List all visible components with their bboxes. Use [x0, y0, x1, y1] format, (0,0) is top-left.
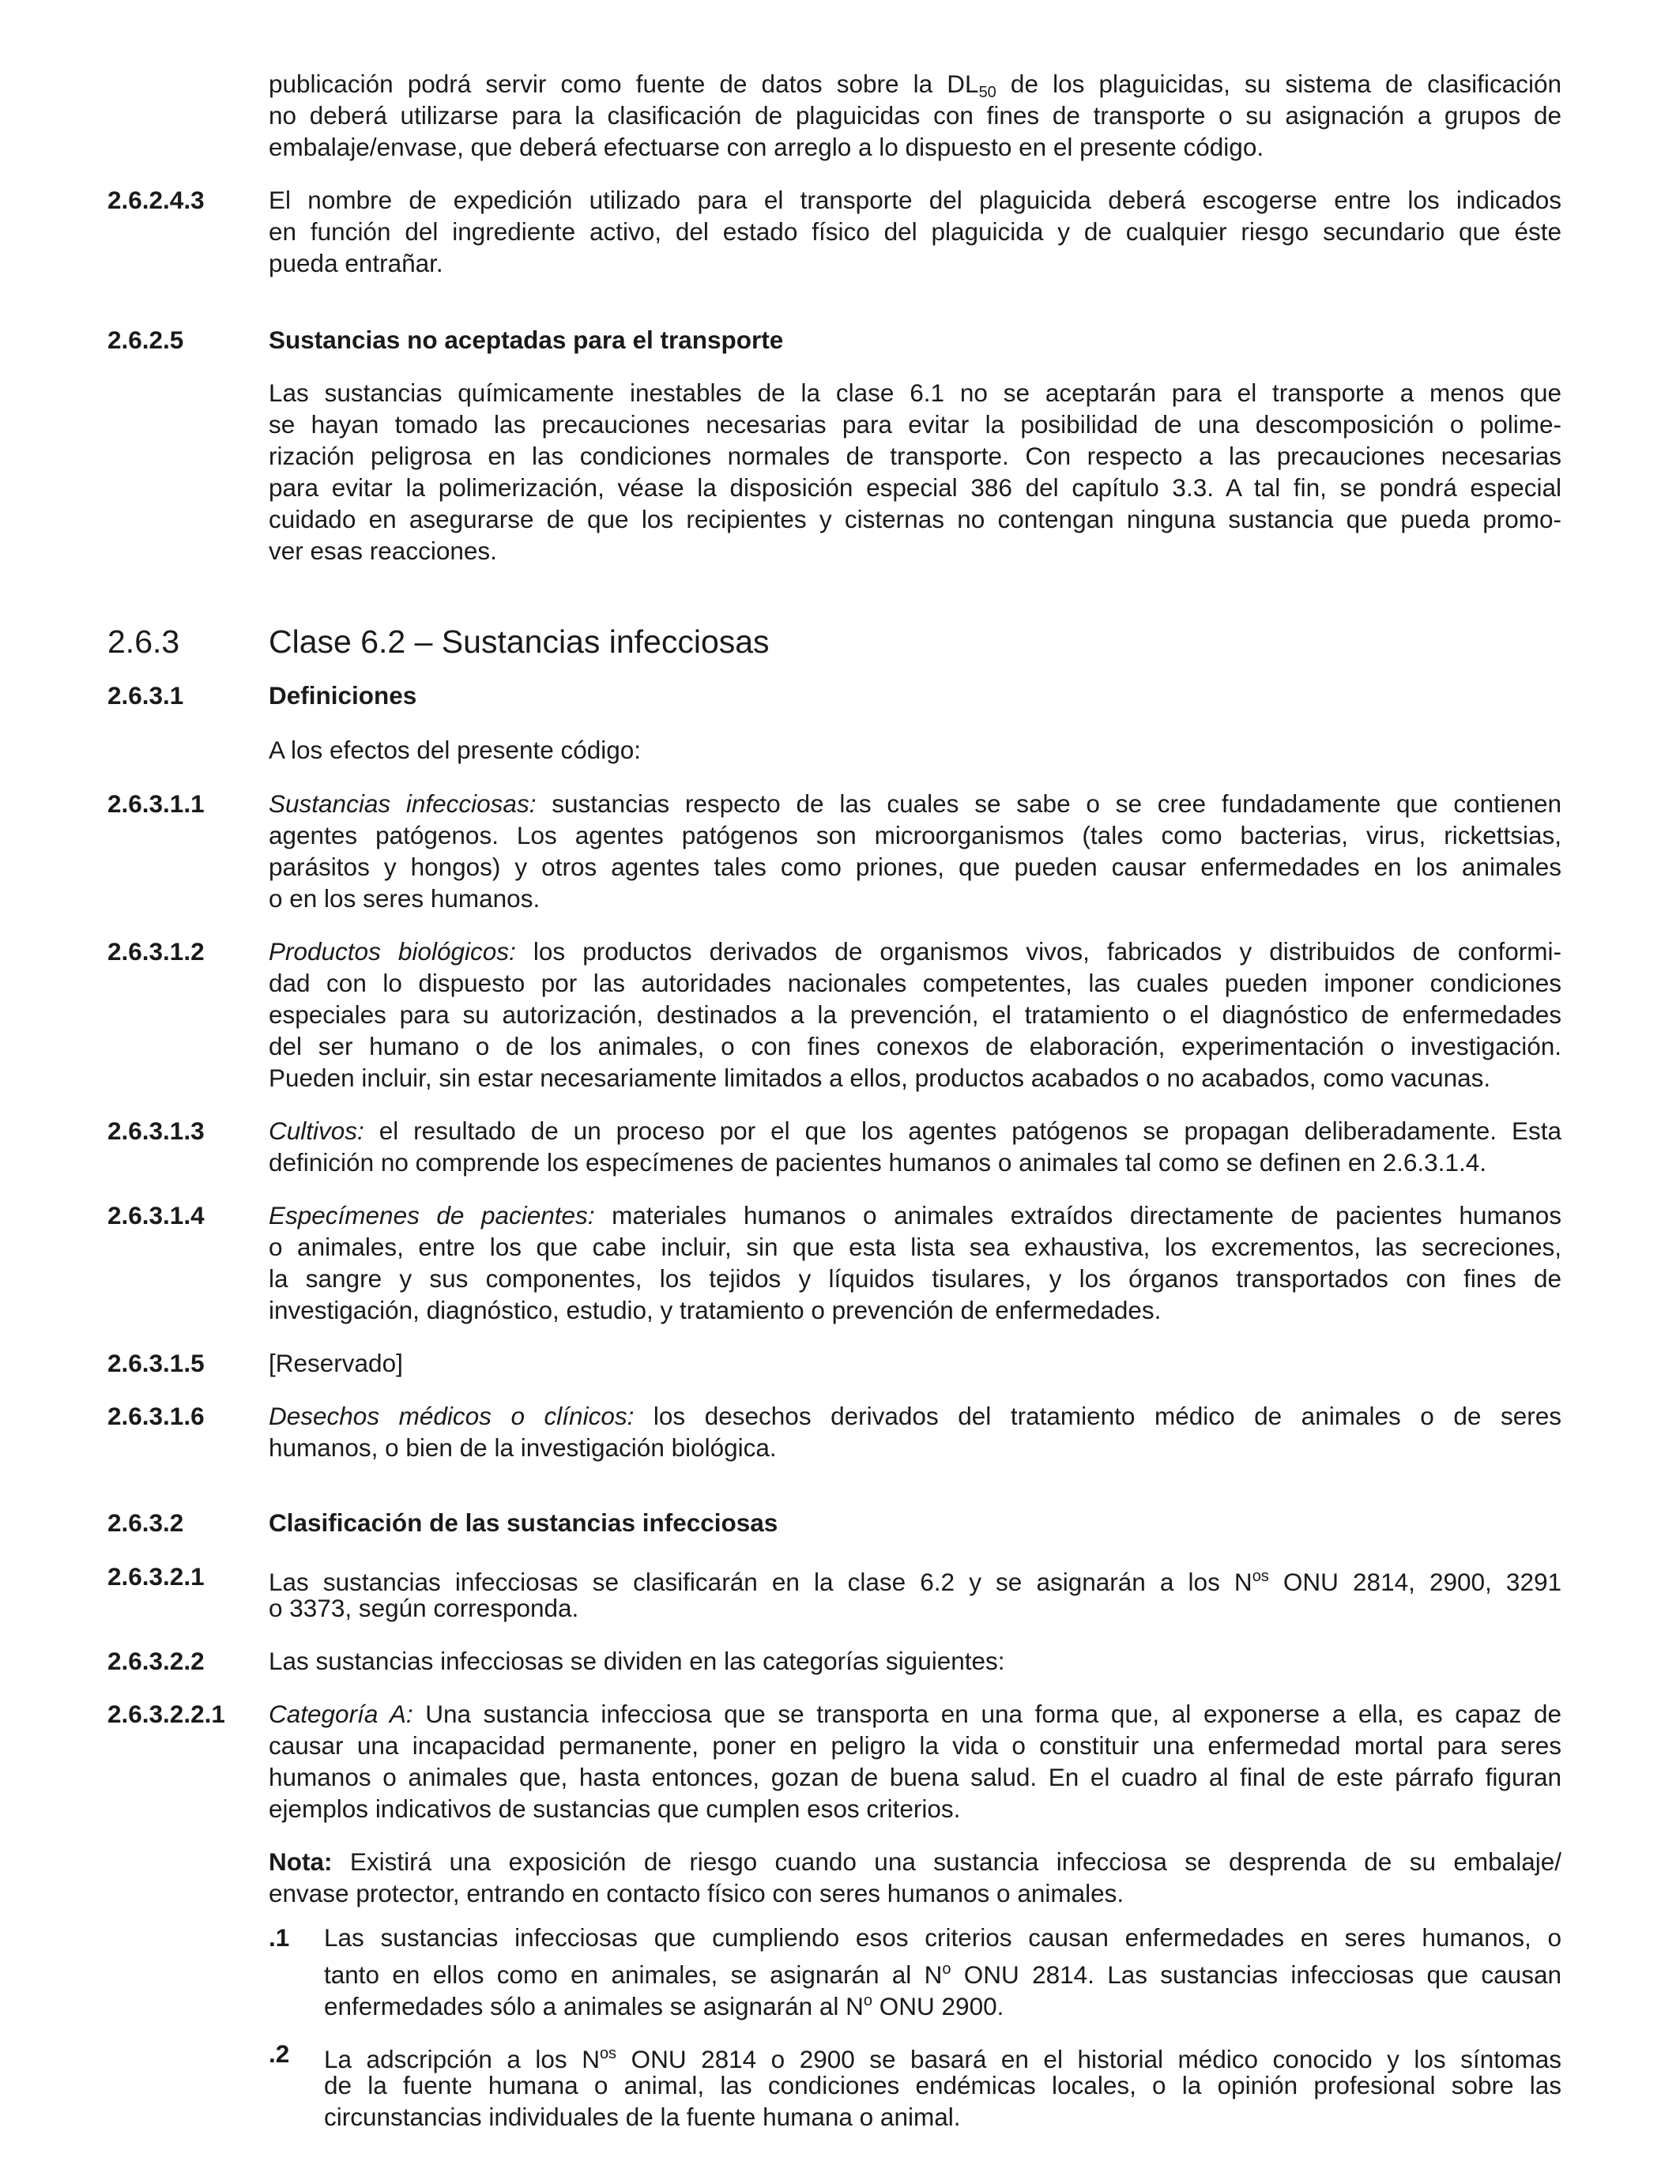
definition-line: Sustancias infecciosas: sustancias respecto de las cuales se sabe o se cree fundadamente que contienen — [269, 789, 1562, 818]
section-number: 2.6.3.2.2 — [107, 1647, 205, 1675]
section-number: 2.6.3.1.6 — [107, 1402, 205, 1430]
paragraph-line: o animales, entre los que cabe incluir, sin que esta lista sea exhaustiva, los excrementos, las secreciones, — [269, 1233, 1561, 1261]
list-item-line: Las sustancias infecciosas que cumpliendo esos criterios causan enfermedades en seres humanos, o — [324, 1923, 1561, 1952]
paragraph-line: Pueden incluir, sin estar necesariamente limitados a ellos, productos acabados o no acabados, como vacunas. — [269, 1064, 1491, 1092]
paragraph-line: o 3373, según corresponda. — [269, 1594, 579, 1622]
paragraph-line: o en los seres humanos. — [269, 884, 541, 913]
section-number: 2.6.3.1.3 — [107, 1116, 205, 1145]
definition-line: Categoría A: Una sustancia infecciosa que se transporta en una forma que, al exponerse a ella, es capaz de — [269, 1700, 1561, 1728]
note-label: Nota: — [269, 1847, 333, 1876]
paragraph-line: rización peligrosa en las condiciones normales de transporte. Con respecto a las precauciones necesarias — [269, 442, 1561, 470]
paragraph-line: investigación, diagnóstico, estudio, y tratamiento o prevención de enfermedades. — [269, 1296, 1162, 1324]
superscript: o — [942, 1960, 951, 1978]
paragraph-line: ejemplos indicativos de sustancias que cumplen esos criterios. — [269, 1794, 961, 1823]
list-item-line: circunstancias individuales de la fuente humana o animal. — [324, 2103, 961, 2131]
chapter-title: Clase 6.2 – Sustancias infecciosas — [269, 623, 770, 660]
intro-line-3: embalaje/envase, que deberá efectuarse con arreglo a lo dispuesto en el presente código. — [269, 133, 1264, 161]
definition-line: Cultivos: el resultado de un proceso por el que los agentes patógenos se propagan deliberadamente. Esta — [269, 1116, 1561, 1145]
definition-term: Cultivos: — [269, 1116, 364, 1145]
definition-term: Especímenes de pacientes: — [269, 1201, 595, 1229]
paragraph-line: pueda entrañar. — [269, 249, 443, 277]
list-item-line: tanto en ellos como en animales, se asignarán al $N^o$ ONU 2814. Las sustancias infecciosas que causan — [324, 1960, 1561, 1989]
paragraph-line: del ser humano o de los animales, o con fines conexos de elaboración, experimentación o investigación. — [269, 1032, 1561, 1060]
definition-line: Especímenes de pacientes: materiales humanos o animales extraídos directamente de pacientes humanos — [269, 1201, 1561, 1229]
paragraph-line: agentes patógenos. Los agentes patógenos son microorganismos (tales como bacterias, virus, rickettsias, — [269, 821, 1561, 849]
paragraph-line: A los efectos del presente código: — [269, 736, 642, 764]
definition-term: Categoría A: — [269, 1700, 413, 1728]
section-heading: Sustancias no aceptadas para el transporte — [269, 326, 784, 354]
section-number: 2.6.3.2.2.1 — [107, 1700, 225, 1728]
section-heading: Definiciones — [269, 681, 417, 710]
paragraph-line: para evitar la polimerización, véase la disposición especial 386 del capítulo 3.3. A tal fin, se pondrá especial — [269, 473, 1561, 502]
paragraph-line: definición no comprende los especímenes de pacientes humanos o animales tal como se definen en 2.6.3.1.4. — [269, 1148, 1486, 1177]
section-number: 2.6.3.1.1 — [107, 789, 205, 818]
definition-line: Productos biológicos: los productos derivados de organismos vivos, fabricados y distribuidos de conformi- — [269, 937, 1562, 966]
paragraph-line: se hayan tomado las precauciones necesarias para evitar la posibilidad de una descomposición o polime- — [269, 410, 1561, 439]
paragraph-line: [Reservado] — [269, 1349, 403, 1377]
section-number: 2.6.2.4.3 — [107, 186, 205, 214]
definition-term: Desechos médicos o clínicos: — [269, 1402, 635, 1430]
definition-term: Productos biológicos: — [269, 937, 516, 966]
section-number: 2.6.3.2.1 — [107, 1562, 205, 1591]
definition-term: Sustancias infecciosas: — [269, 789, 537, 818]
list-item-line: de la fuente humana o animal, las condiciones endémicas locales, o la opinión profesional sobre las — [324, 2071, 1561, 2099]
section-heading: Clasificación de las sustancias infecciosas — [269, 1508, 778, 1537]
note-line: envase protector, entrando en contacto físico con seres humanos o animales. — [269, 1879, 1124, 1907]
superscript: o — [863, 1992, 873, 2009]
section-number: 2.6.3.2 — [107, 1508, 184, 1537]
paragraph-line: ver esas reacciones. — [269, 537, 497, 565]
paragraph-line: Las sustancias químicamente inestables de la clase 6.1 no se aceptarán para el transporte a menos que — [269, 378, 1561, 407]
paragraph-line: cuidado en asegurarse de que los recipientes y cisternas no contengan ninguna sustancia que pueda promo- — [269, 505, 1561, 533]
paragraph-line: Las sustancias infecciosas se clasificarán en la clase 6.2 y se asignarán a los $N^{os}$ ONU 2814, 2900, 3291 — [269, 1568, 1562, 1596]
paragraph-line: humanos, o bien de la investigación biológica. — [269, 1433, 777, 1462]
paragraph-line: Las sustancias infecciosas se dividen en las categorías siguientes: — [269, 1647, 1005, 1675]
paragraph-line: dad con lo dispuesto por las autoridades nacionales competentes, las cuales pueden imponer condiciones — [269, 969, 1561, 997]
paragraph-line: la sangre y sus componentes, los tejidos y líquidos tisulares, y los órganos transportados con fines de — [269, 1264, 1561, 1293]
list-item-marker: .1 — [269, 1923, 290, 1952]
subscript-50: 50 — [978, 84, 996, 101]
superscript: os — [1252, 1568, 1269, 1585]
superscript: os — [599, 2045, 617, 2062]
intro-line-2: no deberá utilizarse para la clasificación de plaguicidas con fines de transporte o su asignación a grupos de — [269, 101, 1561, 130]
paragraph-line: humanos o animales que, hasta entonces, gozan de buena salud. En el cuadro al final de este párrafo figuran — [269, 1763, 1561, 1791]
definition-line: Desechos médicos o clínicos: los desechos derivados del tratamiento médico de animales o de seres — [269, 1402, 1561, 1430]
section-number: 2.6.3.1.4 — [107, 1201, 205, 1229]
section-number: 2.6.2.5 — [107, 326, 184, 354]
intro-line-1: publicación podrá servir como fuente de datos sobre la $DL_{50}$ de los plaguicidas, su sistema de clasificación — [269, 70, 1561, 101]
list-item-line: enfermedades sólo a animales se asignarán al $N^o$ ONU 2900. — [324, 1992, 1004, 2020]
paragraph-line: parásitos y hongos) y otros agentes tales como priones, que pueden causar enfermedades en los animales — [269, 853, 1561, 881]
note-line: Nota: Existirá una exposición de riesgo cuando una sustancia infecciosa se desprenda de su embalaje/ — [269, 1847, 1561, 1876]
list-item-line: La adscripción a los $N^{os}$ ONU 2814 o 2900 se basará en el historial médico conocido y los síntomas — [324, 2045, 1561, 2073]
paragraph-line: en función del ingrediente activo, del estado físico del plaguicida y de cualquier riesgo secundario que éste — [269, 217, 1561, 246]
paragraph-line: causar una incapacidad permanente, poner en peligro la vida o constituir una enfermedad mortal para seres — [269, 1731, 1561, 1760]
list-item-marker: .2 — [269, 2039, 290, 2068]
section-number: 2.6.3.1.5 — [107, 1349, 205, 1377]
paragraph-line: especiales para su autorización, destinados a la prevención, el tratamiento o el diagnóstico de enfermedades — [269, 1000, 1561, 1029]
section-number: 2.6.3.1 — [107, 681, 184, 710]
section-number: 2.6.3.1.2 — [107, 937, 205, 966]
chapter-number: 2.6.3 — [107, 623, 180, 660]
paragraph-line: El nombre de expedición utilizado para el transporte del plaguicida deberá escogerse entre los indicados — [269, 186, 1561, 214]
